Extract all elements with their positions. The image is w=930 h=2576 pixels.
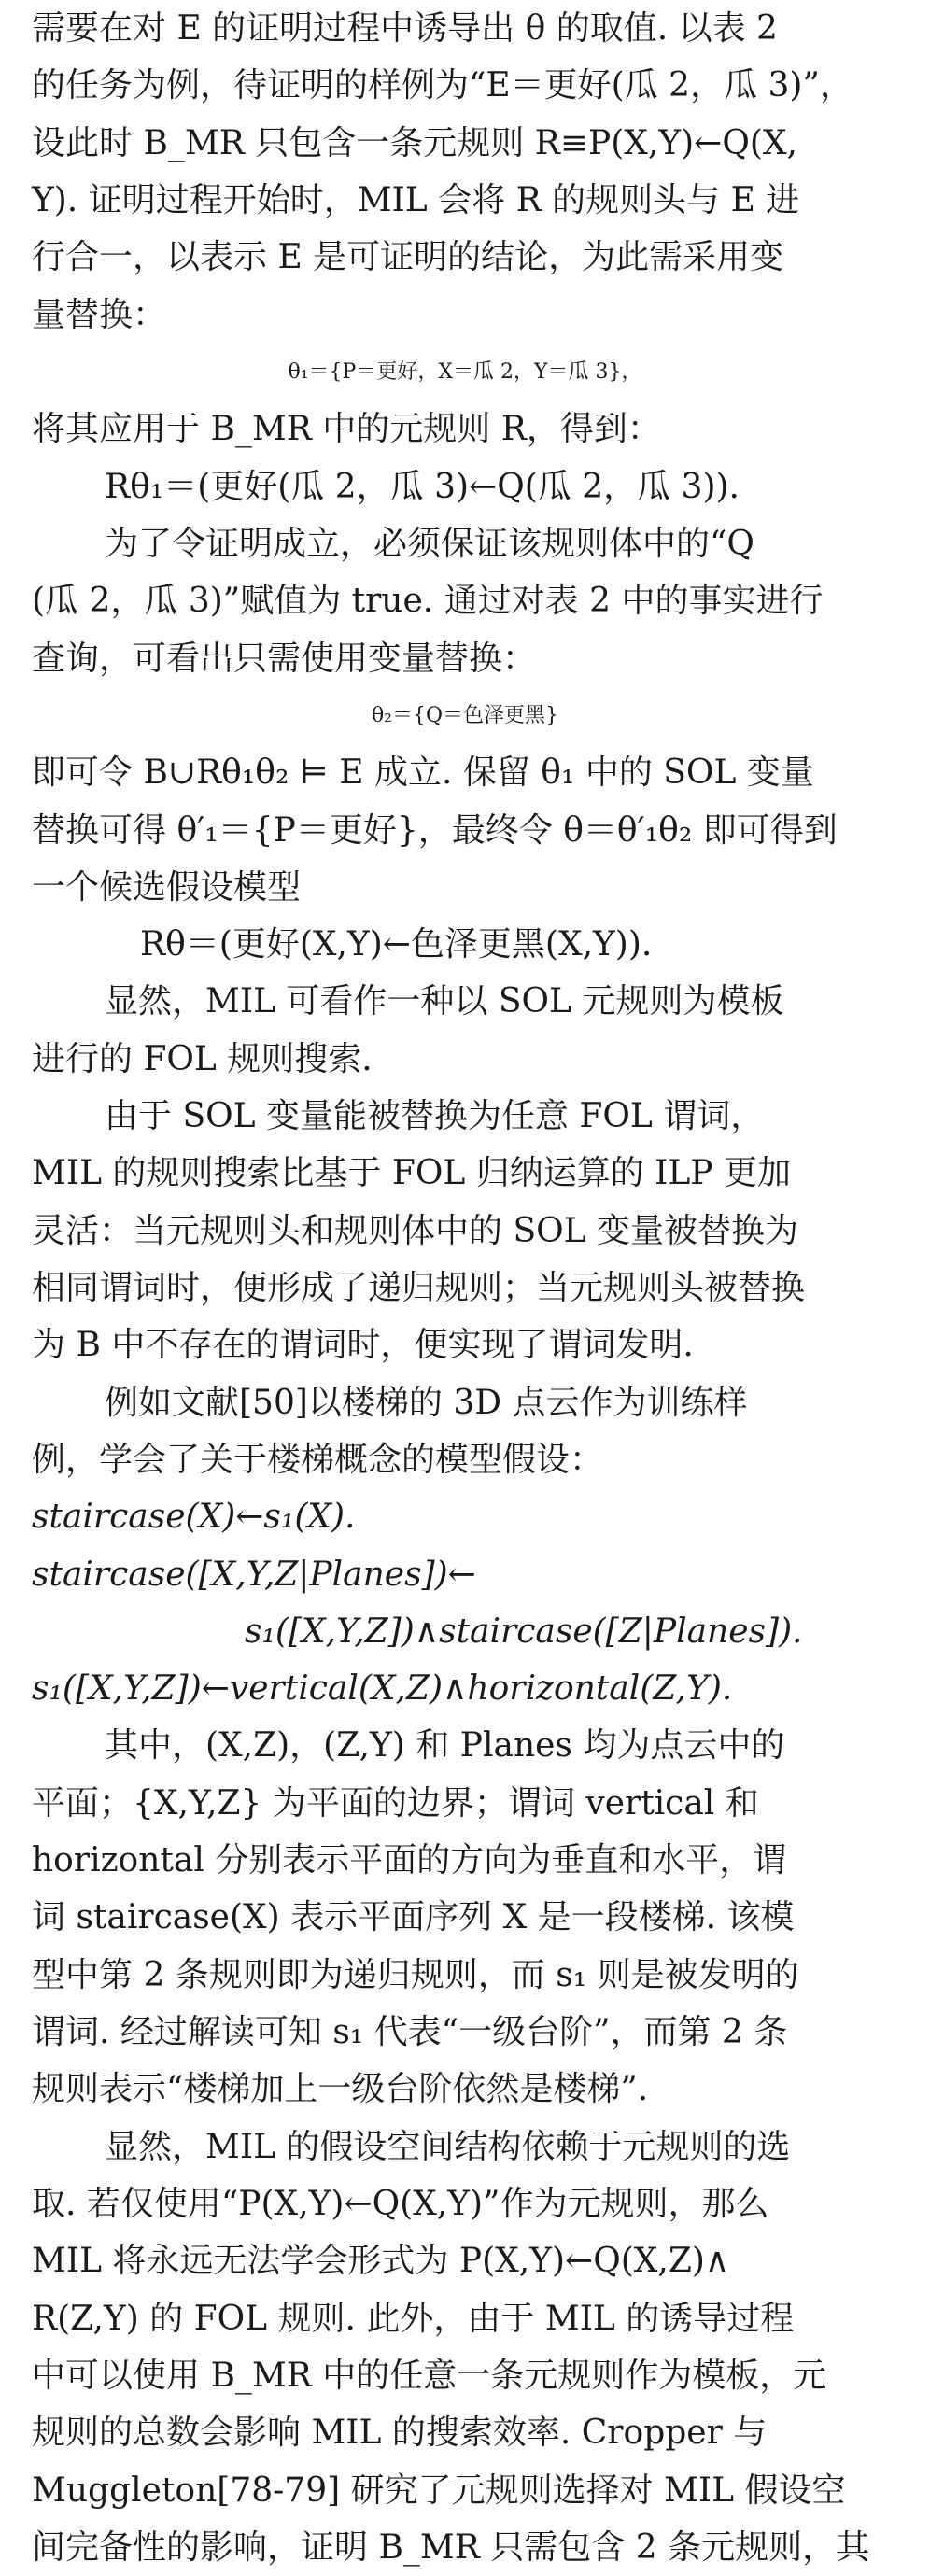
text-line: 为了令证明成立，必须保证该规则体中的“Q	[105, 525, 754, 563]
rule-line: staircase(X)←s₁(X).	[32, 1498, 356, 1536]
text-line: 需要在对 E 的证明过程中诱导出 θ 的取值. 以表 2	[32, 9, 778, 48]
text-line: 谓词. 经过解读可知 s₁ 代表“一级台阶”，而第 2 条	[32, 2013, 788, 2051]
text-line: 设此时 B_MR 只包含一条元规则 R≡P(X,Y)←Q(X,	[32, 124, 797, 162]
text-line: 的任务为例，待证明的样例为“E＝更好(瓜 2，瓜 3)”，	[32, 66, 853, 105]
text-line: 为 B 中不存在的谓词时，便实现了谓词发明.	[32, 1326, 694, 1364]
text-line: 其中，(X,Z)，(Z,Y) 和 Planes 均为点云中的	[105, 1726, 785, 1765]
text-line: R(Z,Y) 的 FOL 规则. 此外，由于 MIL 的诱导过程	[32, 2300, 795, 2338]
text-line: 间完备性的影响，证明 B_MR 只需包含 2 条元规则，其	[32, 2528, 870, 2567]
text-line: 取. 若仅使用“P(X,Y)←Q(X,Y)”作为元规则，那么	[32, 2185, 769, 2223]
text-line: 例，学会了关于楼梯概念的模型假设：	[32, 1441, 604, 1479]
rule-line: s₁([X,Y,Z])←vertical(X,Z)∧horizontal(Z,Y).	[32, 1669, 733, 1708]
text-line: 规则表示“楼梯加上一级台阶依然是楼梯”.	[32, 2070, 649, 2108]
text-line: 例如文献[50]以楼梯的 3D 点云作为训练样	[105, 1384, 748, 1422]
formula-line: Rθ₁＝(更好(瓜 2，瓜 3)←Q(瓜 2，瓜 3)).	[105, 468, 740, 506]
text-line: 替换可得 θ′₁＝{P＝更好}，最终令 θ＝θ′₁θ₂ 即可得到	[32, 811, 838, 850]
text-line: Y). 证明过程开始时，MIL 会将 R 的规则头与 E 进	[32, 181, 800, 219]
text-line: 显然，MIL 的假设空间结构依赖于元规则的选	[105, 2128, 791, 2166]
text-line: 进行的 FOL 规则搜索.	[32, 1040, 373, 1078]
text-line: 由于 SOL 变量能被替换为任意 FOL 谓词，	[105, 1097, 765, 1135]
rule-line: staircase([X,Y,Z|Planes])←	[32, 1555, 476, 1594]
text-line: 行合一，以表示 E 是可证明的结论，为此需采用变	[32, 238, 784, 276]
text-line: 量替换：	[32, 296, 167, 334]
text-line: 灵活：当元规则头和规则体中的 SOL 变量被替换为	[32, 1212, 798, 1250]
text-line: 显然，MIL 可看作一种以 SOL 元规则为模板	[105, 982, 784, 1021]
text-line: 即可令 B∪Rθ₁θ₂ ⊨ E 成立. 保留 θ₁ 中的 SOL 变量	[32, 753, 814, 792]
formula-line: Rθ＝(更好(X,Y)←色泽更黑(X,Y)).	[140, 925, 653, 964]
formula-line: θ₂＝{Q＝色泽更黑}	[371, 704, 559, 727]
text-line: MIL 将永远无法学会形式为 P(X,Y)←Q(X,Z)∧	[32, 2242, 730, 2280]
formula-line: θ₁＝{P＝更好，X＝瓜 2，Y＝瓜 3}，	[288, 360, 642, 384]
text-line: 规则的总数会影响 MIL 的搜索效率. Cropper 与	[32, 2414, 768, 2452]
text-line: 将其应用于 B_MR 中的元规则 R，得到：	[32, 410, 661, 448]
text-line: 词 staircase(X) 表示平面序列 X 是一段楼梯. 该模	[32, 1898, 795, 1936]
text-line: 相同谓词时，便形成了递归规则；当元规则头被替换	[32, 1269, 806, 1307]
text-line: Muggleton[78-79] 研究了元规则选择对 MIL 假设空	[32, 2471, 846, 2510]
text-line: horizontal 分别表示平面的方向为垂直和水平，谓	[32, 1841, 787, 1879]
text-line: 查询，可看出只需使用变量替换：	[32, 640, 537, 678]
text-line: (瓜 2，瓜 3)”赋值为 true. 通过对表 2 中的事实进行	[32, 582, 824, 620]
text-line: 型中第 2 条规则即为递归规则，而 s₁ 则是被发明的	[32, 1956, 799, 1994]
text-line: MIL 的规则搜索比基于 FOL 归纳运算的 ILP 更加	[32, 1154, 791, 1192]
text-line: 平面；{X,Y,Z} 为平面的边界；谓词 vertical 和	[32, 1784, 759, 1823]
text-line: 中可以使用 B_MR 中的任意一条元规则作为模板，元	[32, 2357, 827, 2395]
rule-line: s₁([X,Y,Z])∧staircase([Z|Planes]).	[245, 1612, 803, 1651]
text-line: 一个候选假设模型	[32, 868, 302, 907]
